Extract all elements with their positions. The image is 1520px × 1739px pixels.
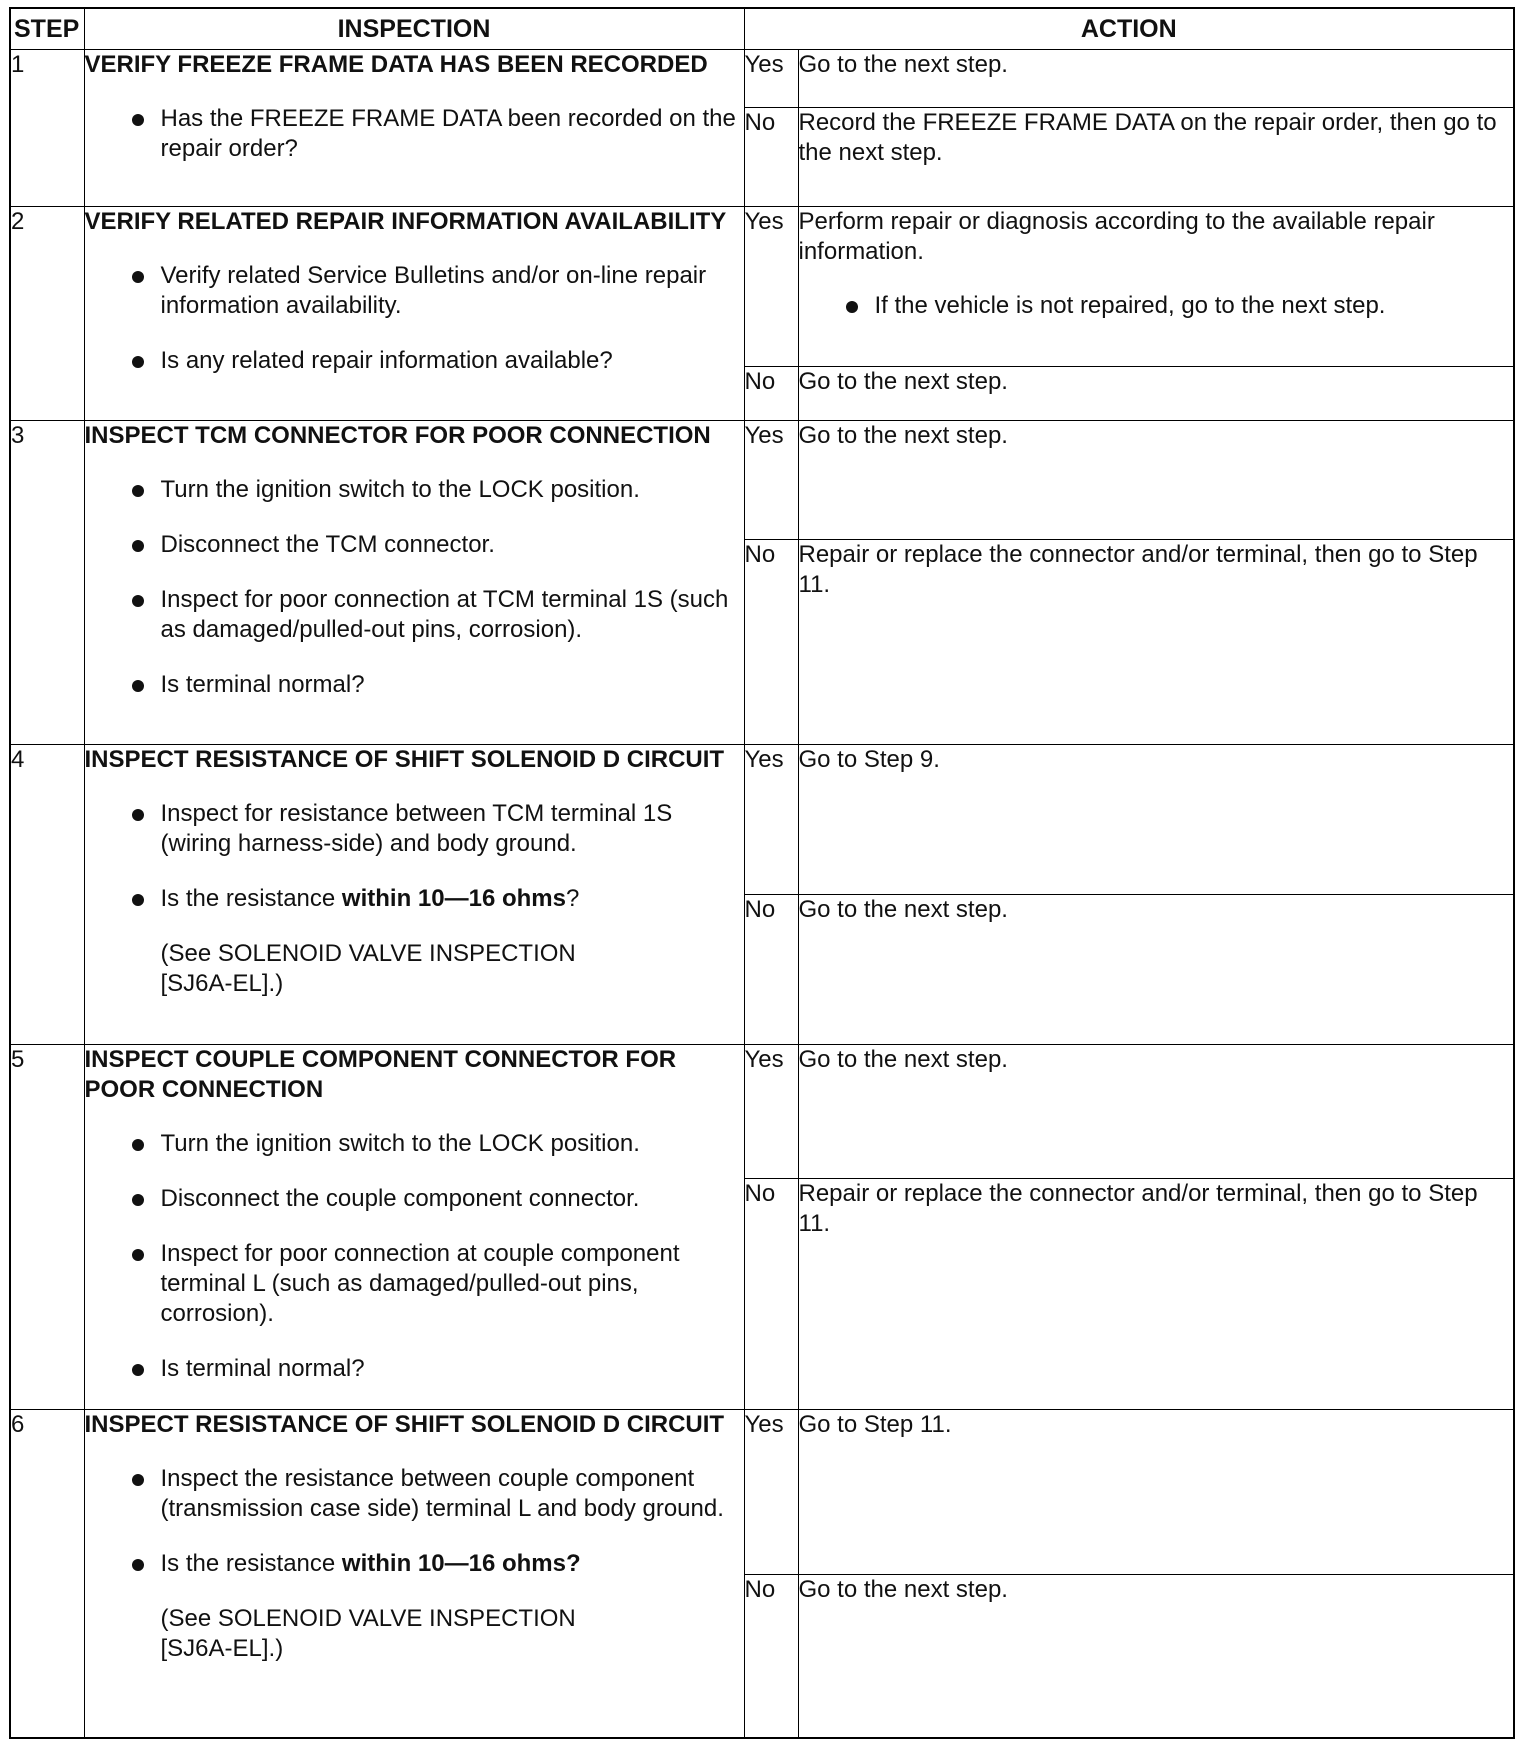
reference-note-line: (See SOLENOID VALVE INSPECTION (160, 940, 576, 967)
yes-label: Yes (744, 207, 798, 367)
inspection-title: INSPECT RESISTANCE OF SHIFT SOLENOID D CIRCUIT (84, 1411, 725, 1438)
yes-action-cell (798, 207, 1514, 367)
no-label: No (744, 540, 798, 745)
step-number: 6 (10, 1410, 84, 1738)
yes-label: Yes (744, 1045, 798, 1179)
table-row (10, 1045, 1514, 1179)
checklist (85, 104, 744, 164)
yes-label: Yes (744, 421, 798, 540)
action-subitem: If the vehicle is not repaired, go to the next step. (875, 291, 1514, 321)
table-row (10, 207, 1514, 367)
reference-note (85, 939, 744, 999)
checklist-item: Inspect the resistance between couple component (transmission case side) terminal L and body ground. (161, 1464, 744, 1524)
yes-label: Yes (744, 1410, 798, 1575)
question-suffix: ? (565, 885, 580, 912)
table-header-row (10, 8, 1514, 50)
inspection-cell (84, 421, 744, 745)
inspection-title: INSPECT COUPLE COMPONENT CONNECTOR FOR POOR CONNECTION (84, 1046, 677, 1103)
inspection-cell (84, 745, 744, 1045)
checklist-item: Has the FREEZE FRAME DATA been recorded on the repair order? (161, 104, 744, 164)
checklist-item: Disconnect the TCM connector. (161, 530, 744, 560)
checklist-item: Inspect for poor connection at couple component terminal L (such as damaged/pulled-out pins, corrosion). (161, 1239, 744, 1329)
step-number: 3 (10, 421, 84, 745)
checklist-item: Turn the ignition switch to the LOCK position. (161, 1129, 744, 1159)
inspection-title: INSPECT TCM CONNECTOR FOR POOR CONNECTION (84, 422, 711, 449)
inspection-cell (84, 207, 744, 421)
reference-note-line: [SJ6A-EL].) (160, 1635, 284, 1662)
column-header-inspection: INSPECTION (84, 8, 744, 50)
checklist-item-question (161, 1549, 744, 1579)
checklist-item: Inspect for poor connection at TCM terminal 1S (such as damaged/pulled-out pins, corrosion). (161, 585, 744, 645)
checklist (85, 261, 744, 376)
question-text: Is the resistance (160, 885, 342, 912)
no-label: No (744, 1575, 798, 1738)
table-row (10, 421, 1514, 540)
no-label: No (744, 1179, 798, 1410)
diagnostic-procedure-table (9, 7, 1515, 1739)
checklist-item: Verify related Service Bulletins and/or on-line repair information availability. (161, 261, 744, 321)
table-row (10, 1410, 1514, 1575)
yes-action: Go to Step 11. (798, 1410, 1514, 1575)
checklist-item: Is terminal normal? (161, 670, 744, 700)
reference-note (85, 1604, 744, 1664)
checklist (85, 475, 744, 700)
inspection-cell (84, 1045, 744, 1410)
checklist (85, 1129, 744, 1384)
no-action: Go to the next step. (798, 367, 1514, 421)
step-number: 5 (10, 1045, 84, 1410)
no-label: No (744, 367, 798, 421)
reference-note-line: (See SOLENOID VALVE INSPECTION (160, 1605, 576, 1632)
checklist (85, 1464, 744, 1579)
column-header-step: STEP (10, 8, 84, 50)
inspection-title: VERIFY RELATED REPAIR INFORMATION AVAILABILITY (84, 208, 727, 235)
inspection-title: VERIFY FREEZE FRAME DATA HAS BEEN RECORDED (84, 51, 708, 78)
reference-note-line: [SJ6A-EL].) (160, 970, 284, 997)
question-emphasis: within 10—16 ohms? (341, 1550, 581, 1577)
checklist-item: Is any related repair information available? (161, 346, 744, 376)
step-number: 1 (10, 50, 84, 207)
yes-action: Go to the next step. (798, 1045, 1514, 1179)
no-label: No (744, 895, 798, 1045)
table-row (10, 50, 1514, 108)
question-emphasis: within 10—16 ohms (341, 885, 566, 912)
column-header-action: ACTION (744, 8, 1514, 50)
step-number: 4 (10, 745, 84, 1045)
yes-label: Yes (744, 50, 798, 108)
no-label: No (744, 108, 798, 207)
checklist-item: Inspect for resistance between TCM terminal 1S (wiring harness-side) and body ground. (161, 799, 744, 859)
checklist-item-question (161, 884, 744, 914)
step-number: 2 (10, 207, 84, 421)
action-sublist (799, 291, 1514, 321)
yes-action: Go to Step 9. (798, 745, 1514, 895)
checklist-item: Is terminal normal? (161, 1354, 744, 1384)
inspection-cell (84, 1410, 744, 1738)
no-action: Go to the next step. (798, 1575, 1514, 1738)
yes-action: Perform repair or diagnosis according to the available repair information. (798, 208, 1435, 265)
checklist-item: Disconnect the couple component connector. (161, 1184, 744, 1214)
checklist (85, 799, 744, 914)
question-text: Is the resistance (160, 1550, 342, 1577)
no-action: Repair or replace the connector and/or terminal, then go to Step 11. (798, 540, 1514, 745)
no-action: Repair or replace the connector and/or terminal, then go to Step 11. (798, 1179, 1514, 1410)
yes-label: Yes (744, 745, 798, 895)
inspection-title: INSPECT RESISTANCE OF SHIFT SOLENOID D CIRCUIT (84, 746, 725, 773)
yes-action: Go to the next step. (798, 50, 1514, 108)
no-action: Go to the next step. (798, 895, 1514, 1045)
table-row (10, 745, 1514, 895)
yes-action: Go to the next step. (798, 421, 1514, 540)
inspection-cell (84, 50, 744, 207)
no-action: Record the FREEZE FRAME DATA on the repair order, then go to the next step. (798, 108, 1514, 207)
checklist-item: Turn the ignition switch to the LOCK position. (161, 475, 744, 505)
